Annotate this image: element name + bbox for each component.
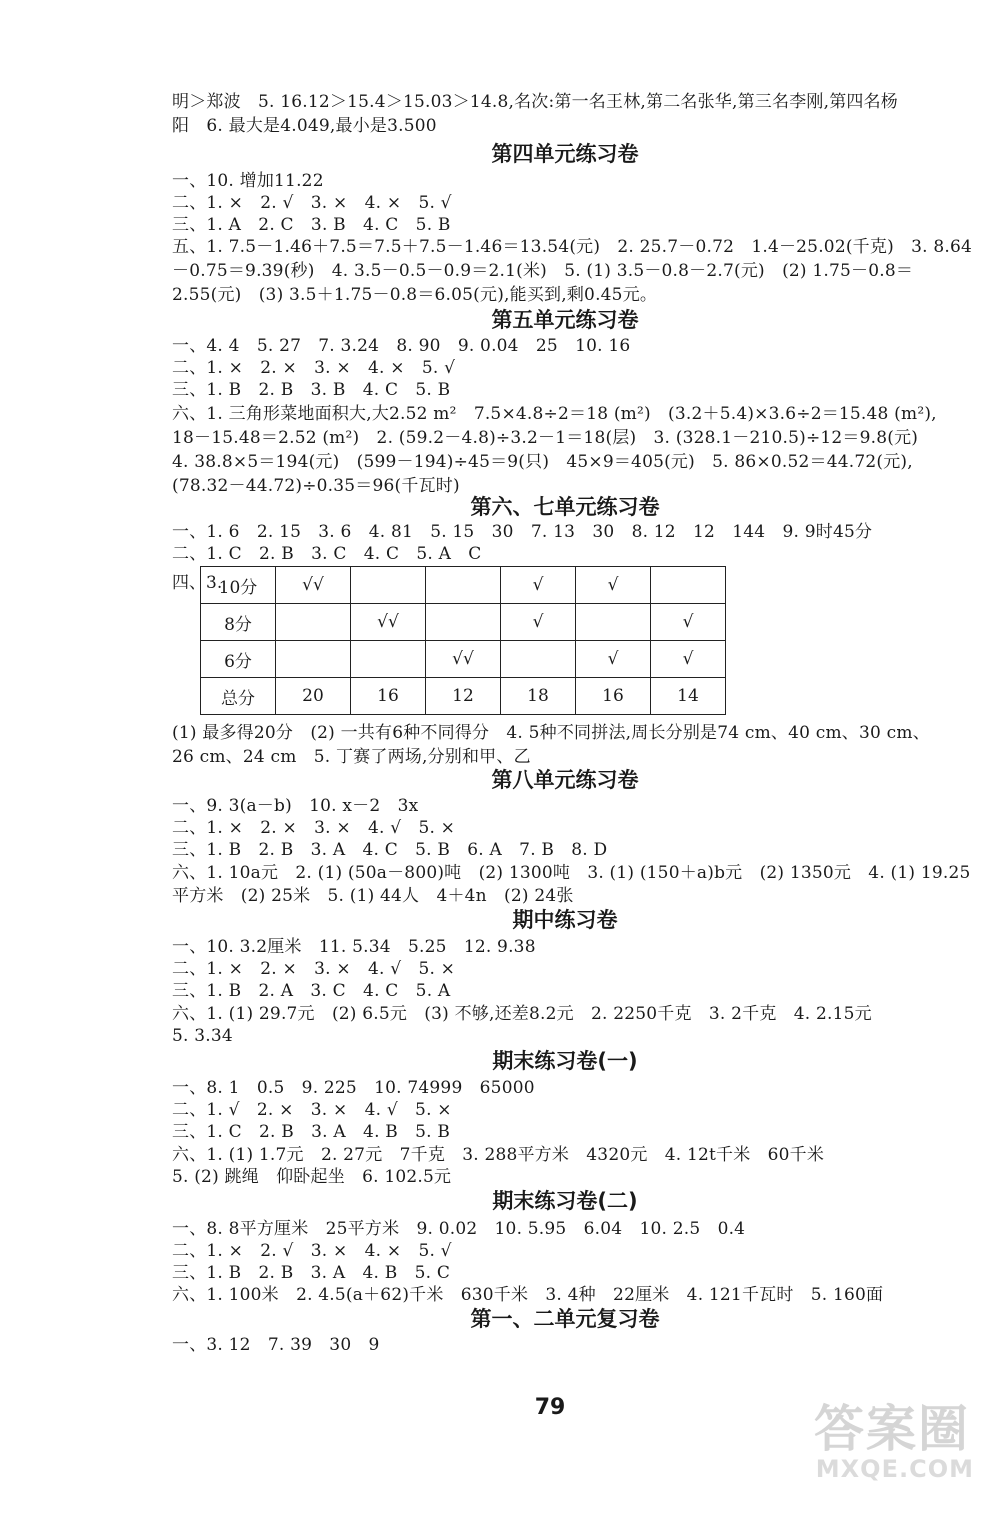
answer-line: 六、1. 三角形菜地面积大,大2.52 m² 7.5×4.8÷2＝18 (m²) (3.2＋5.4)×3.6÷2＝15.48 (m²), bbox=[172, 404, 937, 424]
section-title: 期末练习卷(二) bbox=[492, 1189, 638, 1213]
table-row bbox=[201, 604, 726, 641]
answer-line: 一、8. 8平方厘米 25平方米 9. 0.02 10. 5.95 6.04 10. 2.5 0.4 bbox=[172, 1219, 746, 1239]
answer-line: 二、1. × 2. × 3. × 4. × 5. √ bbox=[172, 358, 456, 378]
table-row-header: 总分 bbox=[201, 678, 276, 715]
table-cell: √√ bbox=[276, 567, 351, 604]
table-cell: √ bbox=[651, 604, 726, 641]
answer-line: 一、3. 12 7. 39 30 9 bbox=[172, 1335, 380, 1355]
answer-line: 二、1. C 2. B 3. C 4. C 5. A C bbox=[172, 544, 482, 564]
section-title: 第八单元练习卷 bbox=[491, 768, 639, 792]
answer-line: 明＞郑波 5. 16.12＞15.4＞15.03＞14.8,名次:第一名王林,第二名张华,第三名李刚,第四名杨 bbox=[172, 92, 899, 112]
answer-line: 三、1. C 2. B 3. A 4. B 5. B bbox=[172, 1122, 451, 1142]
table-row-header: 10分 bbox=[201, 567, 276, 604]
answer-line: 一、4. 4 5. 27 7. 3.24 8. 90 9. 0.04 25 10. 16 bbox=[172, 336, 631, 356]
answer-line: 5. 3.34 bbox=[172, 1026, 233, 1046]
answer-line: 一、1. 6 2. 15 3. 6 4. 81 5. 15 30 7. 13 30 8. 12 12 144 9. 9时45分 bbox=[172, 522, 873, 542]
table-row-header: 8分 bbox=[201, 604, 276, 641]
table-cell: √√ bbox=[351, 604, 426, 641]
watermark-text: 答案圈 bbox=[814, 1400, 970, 1458]
table-cell: √ bbox=[651, 641, 726, 678]
table-cell bbox=[276, 641, 351, 678]
table-cell: √ bbox=[576, 641, 651, 678]
answer-line: 二、1. × 2. × 3. × 4. √ 5. × bbox=[172, 818, 456, 838]
table-cell bbox=[351, 641, 426, 678]
answer-line: 二、1. × 2. √ 3. × 4. × 5. √ bbox=[172, 1241, 452, 1261]
answer-line: 四、3. bbox=[172, 573, 223, 593]
table-cell: 16 bbox=[351, 678, 426, 715]
answer-line: －0.75＝9.39(秒) 4. 3.5－0.5－0.9＝2.1(米) 5. (1) 3.5－0.8－2.7(元) (2) 1.75－0.8＝ bbox=[172, 261, 914, 281]
table-cell bbox=[501, 641, 576, 678]
answer-line: 二、1. × 2. × 3. × 4. √ 5. × bbox=[172, 959, 456, 979]
page-number: 79 bbox=[534, 1395, 566, 1420]
answer-line: 一、9. 3(a－b) 10. x－2 3x bbox=[172, 796, 419, 816]
section-title: 第六、七单元练习卷 bbox=[470, 495, 660, 519]
section-title: 第五单元练习卷 bbox=[491, 308, 639, 332]
table-row bbox=[201, 678, 726, 715]
answer-line: 阳 6. 最大是4.049,最小是3.500 bbox=[172, 116, 437, 136]
table-row bbox=[201, 567, 726, 604]
answer-line: 三、1. B 2. A 3. C 4. C 5. A bbox=[172, 981, 451, 1001]
table-row bbox=[201, 641, 726, 678]
table-cell: 16 bbox=[576, 678, 651, 715]
table-row-header: 6分 bbox=[201, 641, 276, 678]
table-cell: √ bbox=[501, 604, 576, 641]
answer-line: 2.55(元) (3) 3.5＋1.75－0.8＝6.05(元),能买到,剩0.45元。 bbox=[172, 285, 658, 305]
section-title: 第一、二单元复习卷 bbox=[470, 1307, 660, 1331]
answer-line: 一、8. 1 0.5 9. 225 10. 74999 65000 bbox=[172, 1078, 535, 1098]
table-cell bbox=[576, 604, 651, 641]
section-title: 期末练习卷(一) bbox=[492, 1049, 638, 1073]
table-cell: 20 bbox=[276, 678, 351, 715]
answer-line: 三、1. B 2. B 3. A 4. B 5. C bbox=[172, 1263, 451, 1283]
answer-line: 二、1. × 2. √ 3. × 4. × 5. √ bbox=[172, 193, 452, 213]
table-cell: 18 bbox=[501, 678, 576, 715]
score-table bbox=[200, 566, 726, 715]
answer-line: 六、1. 100米 2. 4.5(a＋62)千米 630千米 3. 4种 22厘米 4. 121千瓦时 5. 160面 bbox=[172, 1285, 884, 1305]
table-cell: 14 bbox=[651, 678, 726, 715]
watermark-logo bbox=[778, 1389, 978, 1499]
answer-line: 三、1. B 2. B 3. A 4. C 5. B 6. A 7. B 8. D bbox=[172, 840, 608, 860]
table-cell bbox=[651, 567, 726, 604]
answer-line: 三、1. B 2. B 3. B 4. C 5. B bbox=[172, 380, 451, 400]
answer-line: 平方米 (2) 25米 5. (1) 44人 4＋4n (2) 24张 bbox=[172, 886, 574, 906]
table-cell: 12 bbox=[426, 678, 501, 715]
answer-line: 六、1. (1) 1.7元 2. 27元 7千克 3. 288平方米 4320元 4. 12t千米 60千米 bbox=[172, 1145, 825, 1165]
section-title: 第四单元练习卷 bbox=[491, 142, 639, 166]
answer-line: 26 cm、24 cm 5. 丁赛了两场,分别和甲、乙 bbox=[172, 747, 531, 767]
table-cell bbox=[276, 604, 351, 641]
answer-line: 六、1. 10a元 2. (1) (50a－800)吨 (2) 1300吨 3. (1) (150＋a)b元 (2) 1350元 4. (1) 19.25 bbox=[172, 863, 971, 883]
answer-line: 5. (2) 跳绳 仰卧起坐 6. 102.5元 bbox=[172, 1167, 452, 1187]
answer-line: 五、1. 7.5－1.46＋7.5＝7.5＋7.5－1.46＝13.54(元) 2. 25.7－0.72 1.4－25.02(千克) 3. 8.64 bbox=[172, 237, 972, 257]
table-cell: √ bbox=[501, 567, 576, 604]
answer-line: (1) 最多得20分 (2) 一共有6种不同得分 4. 5种不同拼法,周长分别是74 cm、40 cm、30 cm、 bbox=[172, 723, 930, 743]
answer-line: 4. 38.8×5＝194(元) (599－194)÷45＝9(只) 45×9＝405(元) 5. 86×0.52＝44.72(元), bbox=[172, 452, 913, 472]
answer-line: 二、1. √ 2. × 3. × 4. √ 5. × bbox=[172, 1100, 452, 1120]
answer-line: 一、10. 3.2厘米 11. 5.34 5.25 12. 9.38 bbox=[172, 937, 536, 957]
answer-line: 三、1. A 2. C 3. B 4. C 5. B bbox=[172, 215, 451, 235]
table-cell bbox=[426, 604, 501, 641]
watermark-url: MXQE.COM bbox=[815, 1455, 974, 1483]
section-title: 期中练习卷 bbox=[512, 908, 618, 932]
answer-line: 一、10. 增加11.22 bbox=[172, 171, 324, 191]
answer-line: 18－15.48＝2.52 (m²) 2. (59.2－4.8)÷3.2－1＝18(层) 3. (328.1－210.5)÷12＝9.8(元) bbox=[172, 428, 919, 448]
answer-line: 六、1. (1) 29.7元 (2) 6.5元 (3) 不够,还差8.2元 2. 2250千克 3. 2千克 4. 2.15元 bbox=[172, 1004, 872, 1024]
table-cell bbox=[351, 567, 426, 604]
answer-line: (78.32－44.72)÷0.35＝96(千瓦时) bbox=[172, 476, 460, 496]
table-cell: √√ bbox=[426, 641, 501, 678]
table-cell: √ bbox=[576, 567, 651, 604]
table-cell bbox=[426, 567, 501, 604]
